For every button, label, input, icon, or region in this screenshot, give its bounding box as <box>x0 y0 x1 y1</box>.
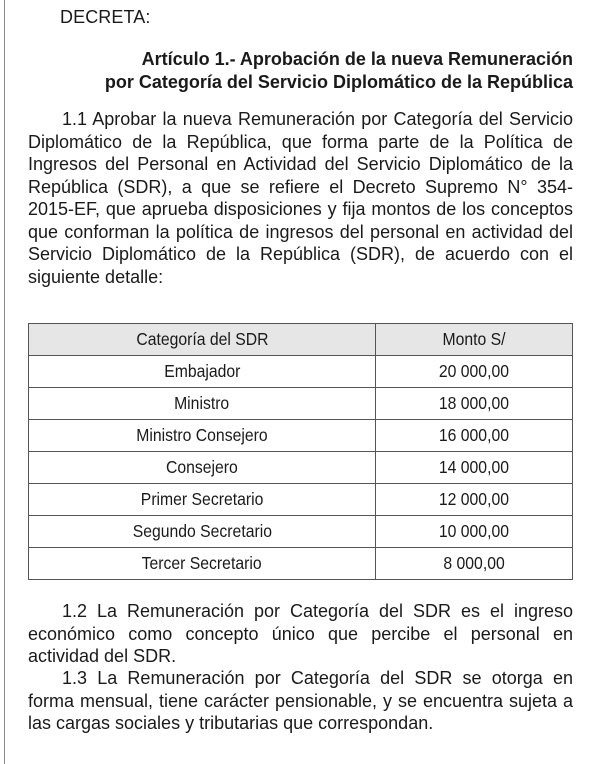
cell-category: Embajador <box>29 356 376 388</box>
paragraph-1-3: 1.3 La Remuneración por Categoría del SDR se otorga en forma mensual, tiene carácter pensionable, y se encuentra sujeta a las cargas sociales y tributarias que correspondan. <box>28 668 573 733</box>
cell-amount: 20 000,00 <box>376 356 573 388</box>
cell-amount: 18 000,00 <box>376 388 573 420</box>
cell-amount: 8 000,00 <box>376 548 573 580</box>
header-category: Categoría del SDR <box>29 324 376 356</box>
left-column-rule <box>4 0 5 764</box>
table-row <box>29 420 573 452</box>
decree-heading: DECRETA: <box>60 7 151 27</box>
cell-category: Ministro <box>29 388 376 420</box>
article-title-line-2: por Categoría del Servicio Diplomático de la República <box>104 72 573 92</box>
header-amount: Monto S/ <box>376 324 573 356</box>
paragraph-1-2: 1.2 La Remuneración por Categoría del SDR es el ingreso económico como concepto único que percibe el personal en actividad del SDR. <box>28 601 573 666</box>
table-row <box>29 516 573 548</box>
table-row <box>29 356 573 388</box>
table-header-row <box>29 324 573 356</box>
table-row <box>29 548 573 580</box>
table-row <box>29 484 573 516</box>
cell-category: Segundo Secretario <box>29 516 376 548</box>
article-title-line-1: Artículo 1.- Aprobación de la nueva Remuneración <box>141 49 573 69</box>
cell-category: Consejero <box>29 452 376 484</box>
cell-amount: 14 000,00 <box>376 452 573 484</box>
cell-category: Tercer Secretario <box>29 548 376 580</box>
cell-category: Ministro Consejero <box>29 420 376 452</box>
cell-amount: 10 000,00 <box>376 516 573 548</box>
remuneration-table <box>28 323 573 580</box>
table-row <box>29 388 573 420</box>
paragraph-1-1: 1.1 Aprobar la nueva Remuneración por Categoría del Servicio Diplomático de la República, que forma parte de la Política de Ingresos del Personal en Actividad del Servicio Diplomático de la República (SDR), a que se refiere el Decreto Supremo N° 354-2015-EF, que aprueba disposiciones y fija montos de los conceptos que conforman la política de ingresos del personal en actividad del Servicio Diplomático de la República (SDR), de acuerdo con el siguiente detalle: <box>28 109 573 287</box>
cell-amount: 12 000,00 <box>376 484 573 516</box>
article-title <box>28 48 573 94</box>
cell-category: Primer Secretario <box>29 484 376 516</box>
table-row <box>29 452 573 484</box>
cell-amount: 16 000,00 <box>376 420 573 452</box>
